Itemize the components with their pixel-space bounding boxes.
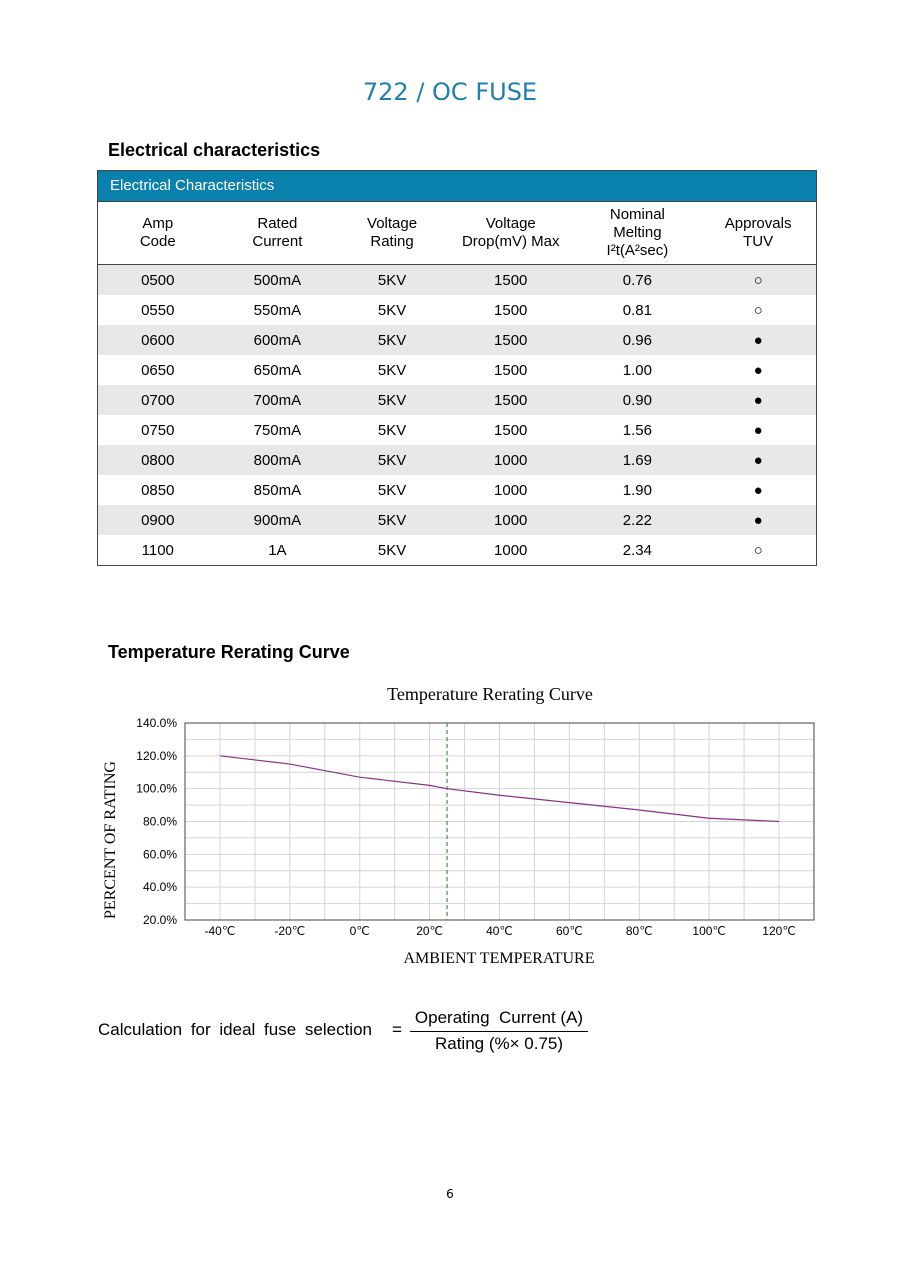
cell-approval-tuv: ● [753,361,763,379]
cell-voltage-drop: 1500 [494,421,528,439]
header-voltage-drop: Voltage Drop(mV) Max [447,202,575,265]
cell-rated-current: 700mA [218,385,338,415]
table-row [98,535,816,565]
electrical-table [97,170,817,566]
cell-approval-tuv: ○ [753,541,763,559]
formula-equals: = [392,1020,402,1039]
table-row [98,355,816,385]
cell-voltage-drop: 1500 [447,325,575,355]
cell-amp-code: 0700 [98,385,218,415]
cell-voltage-drop: 1000 [494,481,528,499]
x-tick-label: 40℃ [486,924,513,938]
header-approvals-tuv: Approvals TUV [700,202,816,265]
fraction-bar [410,1031,588,1032]
cell-amp-code: 0750 [141,421,175,439]
y-tick-labels [136,716,177,927]
cell-approval-tuv: ○ [700,265,816,296]
cell-melting-i2t: 0.81 [622,301,652,319]
page-number: 6 [446,1187,454,1201]
cell-rated-current: 650mA [253,361,302,379]
cell-melting-i2t: 2.22 [575,505,701,535]
cell-melting-i2t: 1.00 [622,361,652,379]
cell-rated-current: 750mA [253,421,302,439]
x-tick-label: 80℃ [625,924,653,938]
curve-heading: Temperature Rerating Curve [108,642,350,662]
cell-rated-current: 1A [268,541,287,559]
formula-denominator: Rating (%× 0.75) [434,1034,564,1053]
header-amp-code: Amp Code [98,202,218,265]
x-tick-label: 20℃ [416,924,444,938]
y-tick-label: 140.0% [136,716,177,730]
cell-voltage-drop: 1000 [447,445,575,475]
cell-voltage-rating: 5KV [377,481,407,499]
y-tick-label: 40.0% [142,880,177,895]
table-row [98,415,816,445]
header-voltage-rating: Voltage Rating [337,202,447,265]
cell-melting-i2t: 0.96 [575,325,701,355]
cell-approval-tuv: ● [700,325,816,355]
x-axis-label: AMBIENT TEMPERATURE [403,950,595,967]
cell-voltage-drop: 1000 [447,505,575,535]
cell-amp-code: 0900 [98,505,218,535]
cell-melting-i2t: 0.76 [575,265,701,296]
table-row [98,475,816,505]
table-body [98,265,816,566]
cell-amp-code: 1100 [141,541,174,559]
y-tick-label: 80.0% [142,814,177,829]
cell-amp-code: 0650 [141,361,175,379]
cell-rated-current: 500mA [218,265,338,296]
cell-melting-i2t: 1.90 [622,481,652,499]
cell-approval-tuv: ● [753,481,763,499]
x-tick-label: -20℃ [274,924,306,938]
x-tick-label: 60℃ [555,924,583,938]
cell-voltage-rating: 5KV [377,301,407,319]
y-tick-label: 100.0% [136,781,177,796]
fuse-selection-formula [98,1006,618,1066]
cell-voltage-drop: 1500 [447,385,575,415]
x-tick-label: 120℃ [762,924,796,938]
x-tick-label: 100℃ [692,924,726,938]
cell-approval-tuv: ● [700,505,816,535]
cell-voltage-rating: 5KV [337,265,447,296]
cell-approval-tuv: ○ [753,301,763,319]
table-row [98,265,816,296]
cell-rated-current: 850mA [253,481,302,499]
cell-melting-i2t: 1.69 [575,445,701,475]
table-row [98,295,816,325]
x-tick-label: -40℃ [204,924,236,938]
cell-approval-tuv: ● [700,385,816,415]
cell-voltage-rating: 5KV [377,421,407,439]
y-axis-label: PERCENT OF RATING [102,761,119,919]
cell-voltage-drop: 1500 [447,265,575,296]
cell-voltage-rating: 5KV [337,445,447,475]
x-tick-label: 0℃ [349,924,370,938]
cell-amp-code: 0850 [141,481,175,499]
table-row [98,505,816,535]
cell-rated-current: 800mA [218,445,338,475]
cell-voltage-rating: 5KV [377,541,407,559]
cell-voltage-drop: 1000 [494,541,528,559]
cell-voltage-drop: 1500 [494,361,528,379]
cell-rated-current: 900mA [218,505,338,535]
chart-grid [185,723,814,920]
header-rated-current: Rated Current [218,202,338,265]
cell-amp-code: 0600 [98,325,218,355]
cell-melting-i2t: 1.56 [622,421,652,439]
cell-melting-i2t: 2.34 [622,541,652,559]
cell-rated-current: 550mA [253,301,302,319]
table-row [98,385,816,415]
y-tick-label: 120.0% [136,748,177,763]
x-tick-labels [205,924,796,938]
cell-amp-code: 0500 [98,265,218,296]
y-tick-label: 20.0% [142,913,177,927]
rerating-chart [95,675,830,975]
cell-rated-current: 600mA [218,325,338,355]
table-banner: Electrical Characteristics [98,171,816,202]
electrical-heading: Electrical characteristics [108,140,321,160]
chart-title: Temperature Rerating Curve [387,684,593,704]
cell-approval-tuv: ● [753,421,763,439]
page-title: 722 / OC FUSE [362,78,538,106]
table-row [98,325,816,355]
cell-approval-tuv: ● [700,445,816,475]
table-row [98,445,816,475]
formula-numerator: Operating Current (A) [414,1008,584,1027]
cell-voltage-rating: 5KV [337,385,447,415]
cell-voltage-rating: 5KV [377,361,407,379]
cell-voltage-drop: 1500 [494,301,528,319]
header-melting-i2t: Nominal Melting I²t(A²sec) [575,202,701,265]
y-tick-label: 60.0% [142,847,177,862]
formula-label: Calculation for ideal fuse selection [98,1020,372,1039]
table-header-row [98,202,816,265]
cell-voltage-rating: 5KV [337,325,447,355]
cell-voltage-rating: 5KV [337,505,447,535]
cell-amp-code: 0550 [141,301,175,319]
cell-amp-code: 0800 [98,445,218,475]
cell-melting-i2t: 0.90 [575,385,701,415]
